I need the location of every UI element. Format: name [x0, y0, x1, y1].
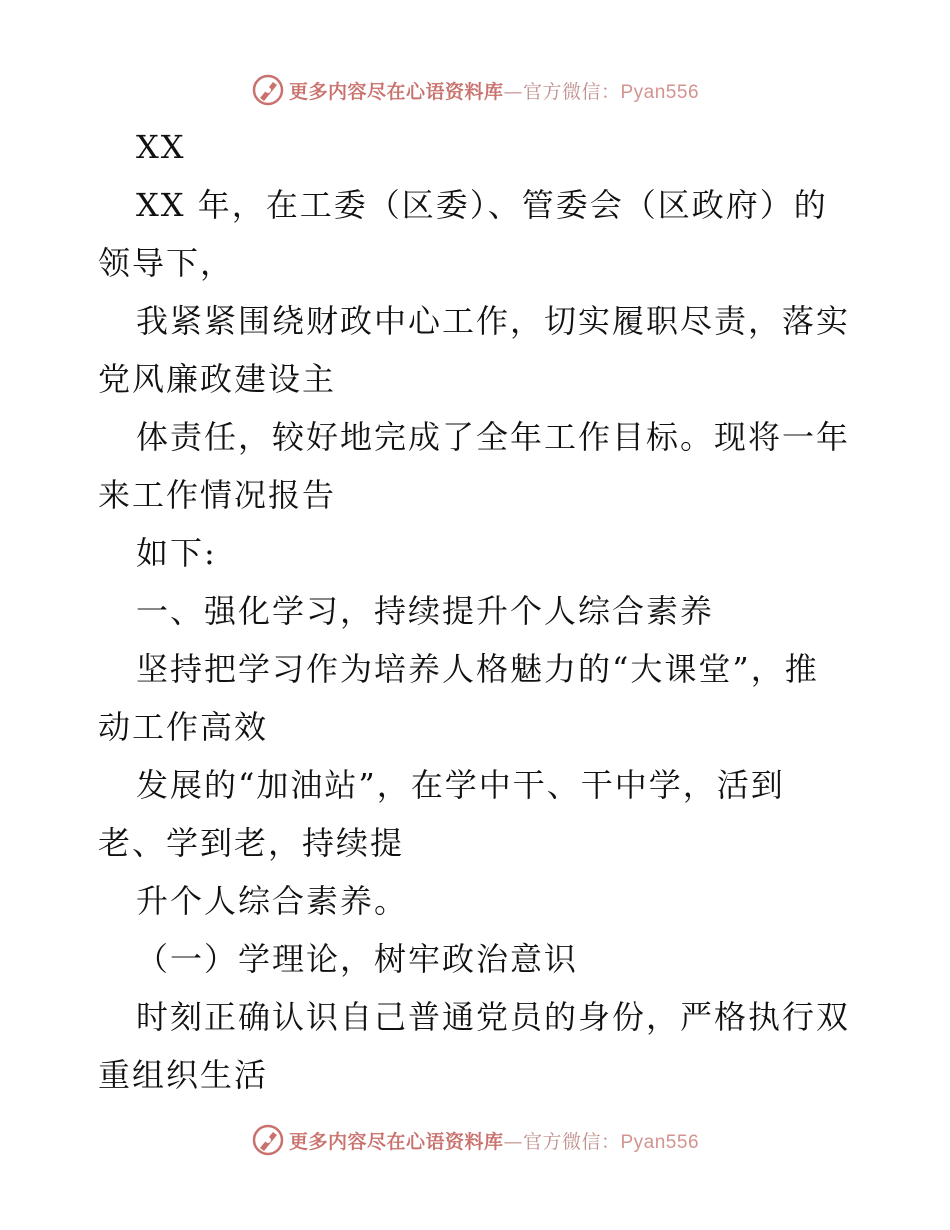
document-body [98, 118, 858, 1104]
header-banner-text [289, 77, 699, 104]
doc-line: 动工作高效 [98, 708, 269, 746]
header-banner [0, 68, 950, 112]
footer-wechat-label: 官方微信： [522, 1130, 621, 1153]
pen-logo-icon [251, 73, 285, 107]
doc-line: 重组织生活 [98, 1056, 269, 1094]
footer-brand: 更多内容尽在心语资料库 [288, 1130, 504, 1153]
pen-logo-icon [251, 1123, 285, 1157]
doc-line: 党风廉政建设主 [98, 360, 337, 398]
doc-line: 发展的“加油站”，在学中干、干中学，活到 [136, 766, 785, 804]
footer-banner [0, 1118, 950, 1162]
doc-line: XX 年，在工委（区委）、管委会（区政府）的 [136, 186, 828, 224]
doc-line: 时刻正确认识自己普通党员的身份，严格执行双 [136, 998, 851, 1036]
doc-line: 如下: [136, 534, 217, 572]
footer-separator: — [503, 1130, 523, 1153]
subsection-heading: （一）学理论，树牢政治意识 [136, 940, 579, 978]
doc-line: 体责任，较好地完成了全年工作目标。现将一年 [136, 418, 851, 456]
footer-wechat-id: Pyan556 [620, 1131, 700, 1153]
header-wechat-label: 官方微信： [522, 80, 621, 103]
doc-line: 升个人综合素养。 [136, 882, 409, 920]
section-heading: 一、强化学习，持续提升个人综合素养 [136, 592, 715, 630]
doc-line: 老、学到老，持续提 [98, 824, 405, 862]
footer-banner-text [289, 1127, 699, 1154]
header-brand: 更多内容尽在心语资料库 [288, 80, 504, 103]
header-separator: — [503, 80, 523, 103]
header-wechat-id: Pyan556 [620, 81, 700, 103]
doc-line: 领导下， [98, 244, 235, 282]
doc-line: 坚持把学习作为培养人格魅力的“大课堂”，推 [136, 650, 819, 688]
doc-line: 来工作情况报告 [98, 476, 337, 514]
doc-line: XX [136, 128, 186, 166]
doc-line: 我紧紧围绕财政中心工作，切实履职尽责，落实 [136, 302, 851, 340]
